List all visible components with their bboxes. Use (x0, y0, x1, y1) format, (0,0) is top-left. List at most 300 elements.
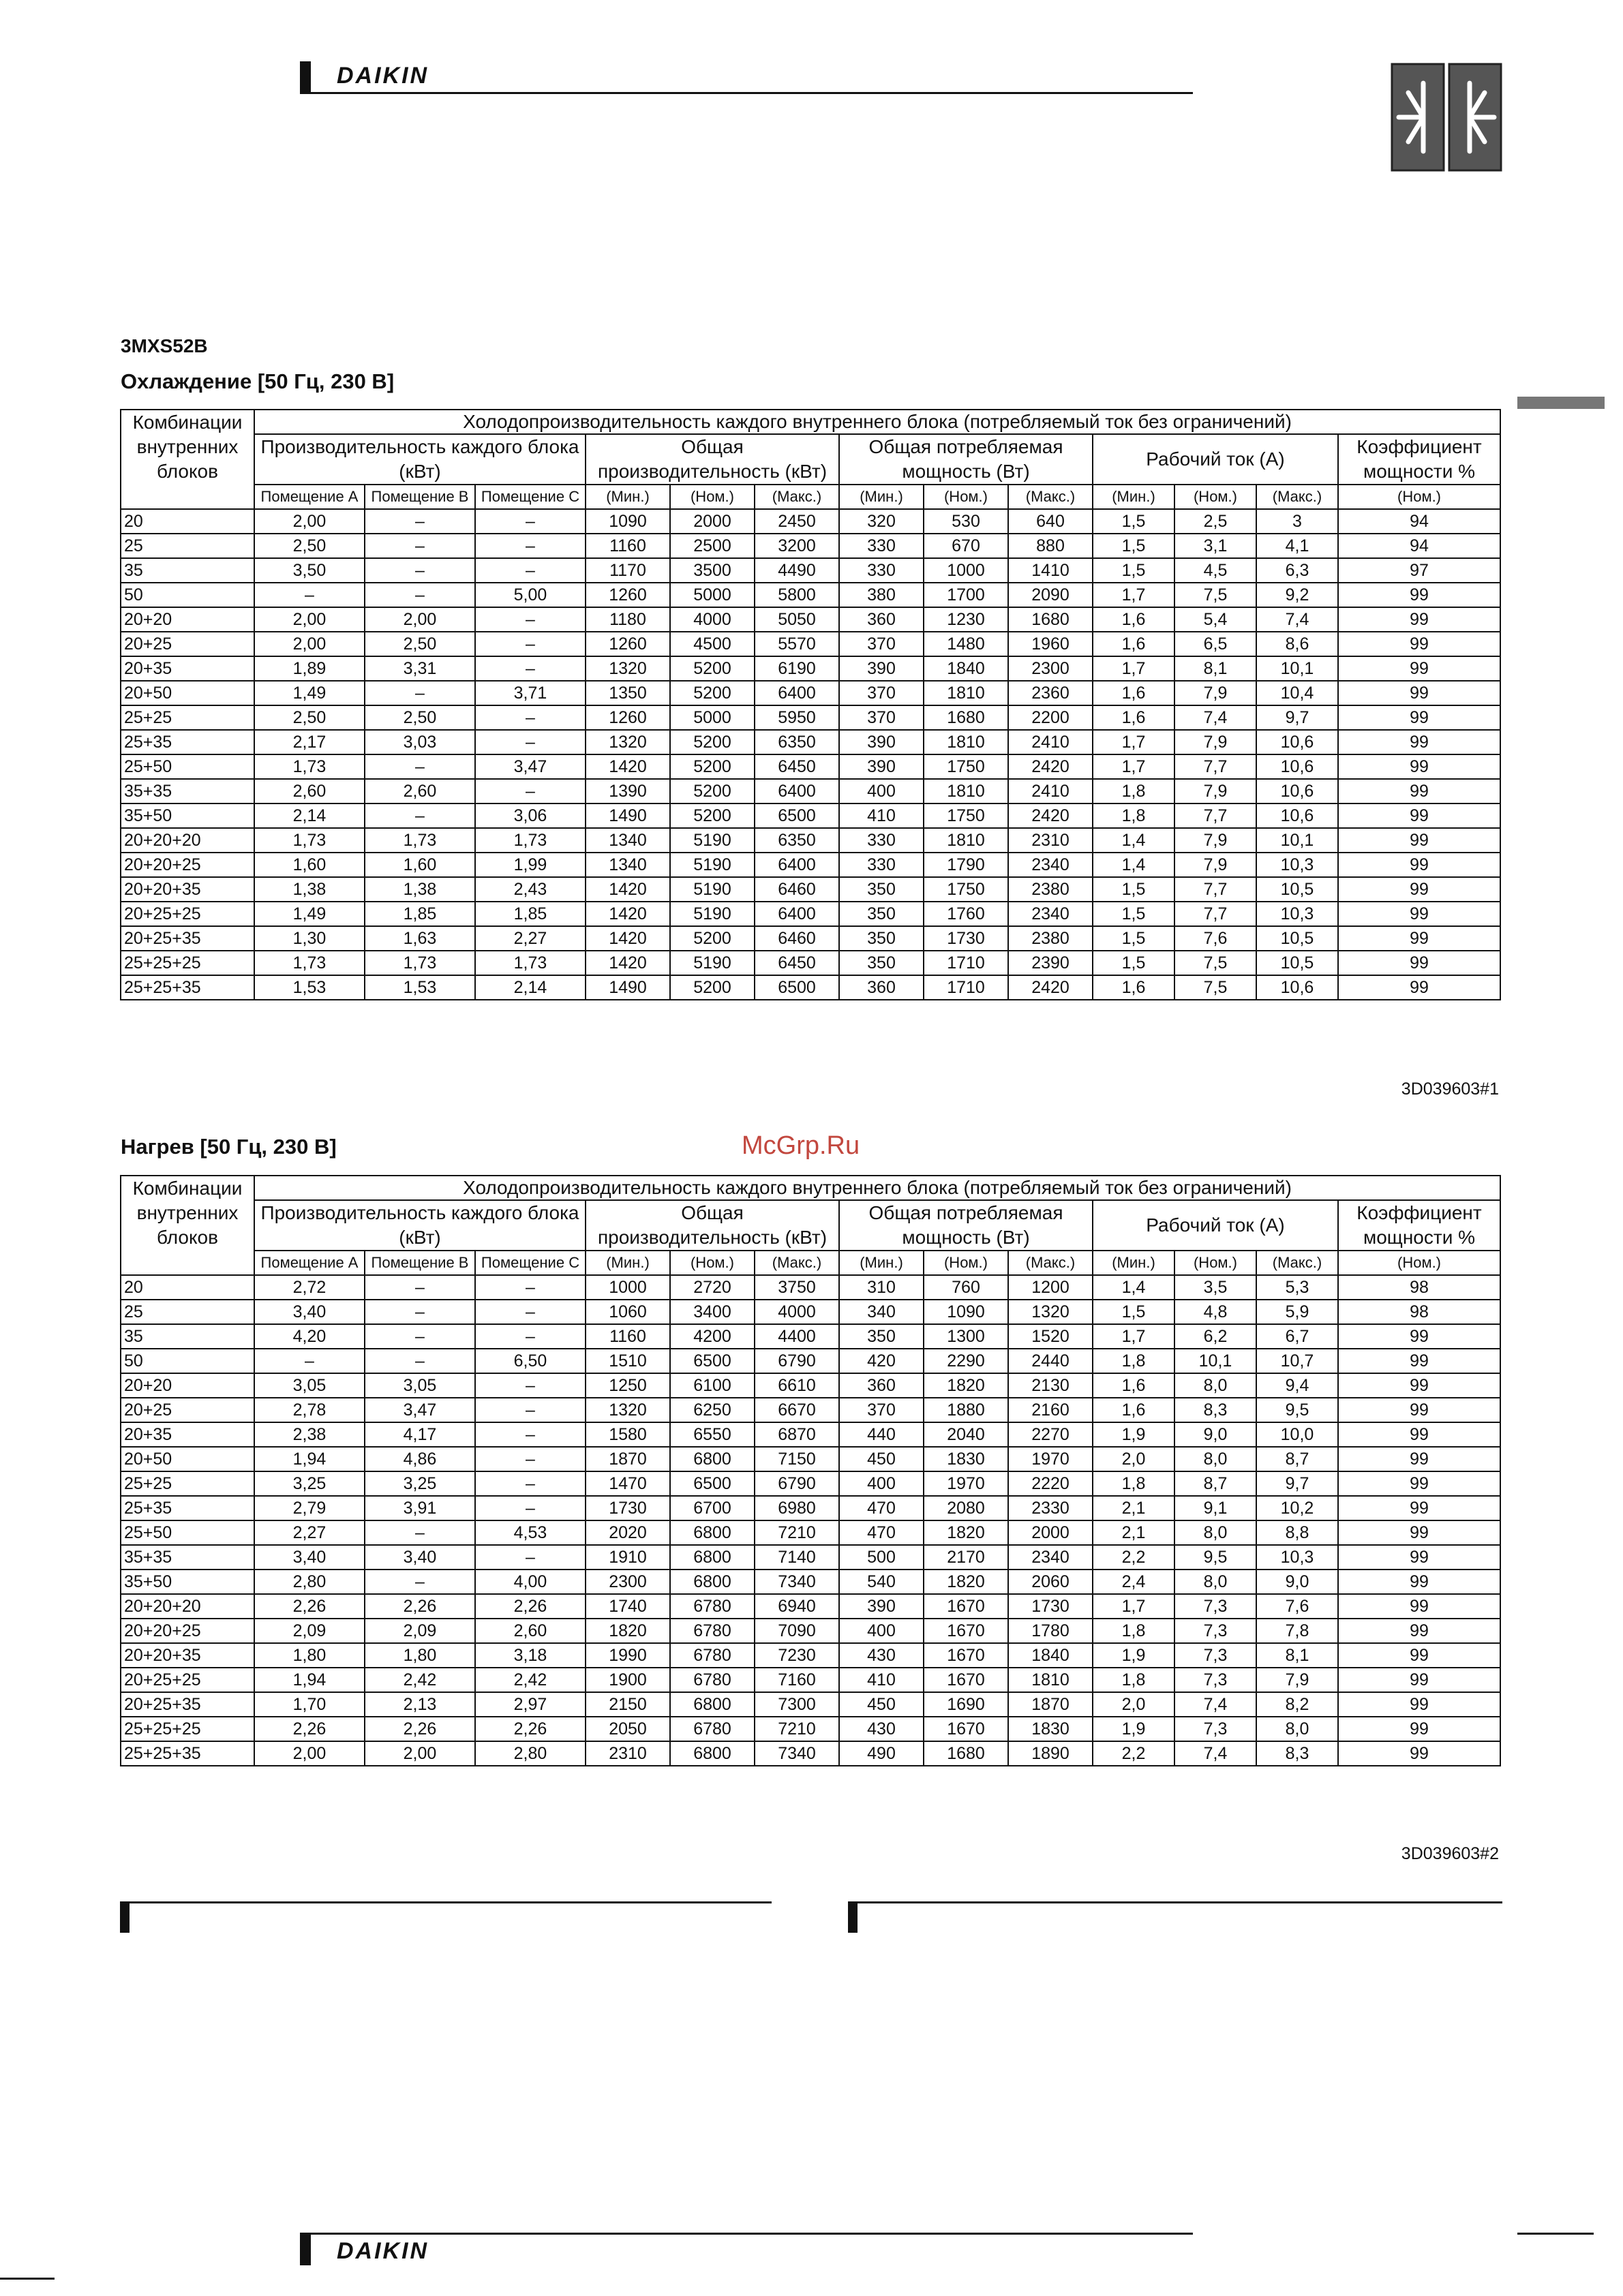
table-cell: 1,73 (254, 754, 365, 779)
table-cell: 8,3 (1174, 1398, 1256, 1422)
table-cell: 6780 (670, 1643, 755, 1668)
table-cell: 1810 (924, 779, 1008, 803)
table-cell: 1670 (924, 1643, 1008, 1668)
table-cell: 7,4 (1174, 705, 1256, 730)
left-section-rule (120, 1901, 772, 1933)
heating-title: Нагрев [50 Гц, 230 В] (121, 1135, 337, 1159)
table-cell: 1390 (586, 779, 670, 803)
table-cell: 25+25+25 (121, 951, 254, 975)
table-row (121, 705, 1500, 730)
col-pow-nom: (Ном.) (924, 485, 1008, 509)
table-cell: 310 (839, 1275, 924, 1300)
table-cell: 7210 (755, 1520, 839, 1545)
table-cell: 9,0 (1174, 1422, 1256, 1447)
table-cell: 9,4 (1256, 1373, 1338, 1398)
table-cell: 4,1 (1256, 534, 1338, 558)
col-cur-min: (Мин.) (1093, 1251, 1174, 1275)
table-cell: 35+35 (121, 779, 254, 803)
table-cell: 1,5 (1093, 509, 1174, 534)
table-cell: 99 (1338, 656, 1500, 681)
table-cell: 1300 (924, 1324, 1008, 1349)
table-cell: 430 (839, 1717, 924, 1741)
table-cell: 3,40 (254, 1545, 365, 1570)
table-cell: 20+20+20 (121, 828, 254, 853)
table-cell: 3,40 (254, 1300, 365, 1324)
table-cell: 50 (121, 583, 254, 607)
table-cell: 1810 (1008, 1668, 1093, 1692)
table-cell: 5200 (670, 926, 755, 951)
table-cell: 1970 (924, 1471, 1008, 1496)
table-cell: – (475, 607, 586, 632)
table-cell: 1,73 (475, 828, 586, 853)
table-cell: 25+25 (121, 705, 254, 730)
table-cell: – (365, 1520, 475, 1545)
col-room-b: Помещение B (365, 1251, 475, 1275)
table-cell: 2220 (1008, 1471, 1093, 1496)
table-cell: 6500 (670, 1349, 755, 1373)
table-row (121, 558, 1500, 583)
table-cell: 540 (839, 1570, 924, 1594)
table-cell: 10,1 (1174, 1349, 1256, 1373)
table-cell: 2,0 (1093, 1447, 1174, 1471)
table-cell: 6350 (755, 828, 839, 853)
table-cell: – (365, 1349, 475, 1373)
table-cell: 1,49 (254, 902, 365, 926)
section-tab-marker (1517, 397, 1605, 409)
table-cell: 25+25 (121, 1471, 254, 1496)
table-cell: 10,6 (1256, 754, 1338, 779)
table-cell: 1690 (924, 1692, 1008, 1717)
table-cell: 7160 (755, 1668, 839, 1692)
table-cell: 1680 (1008, 607, 1093, 632)
table-cell: 2,00 (254, 632, 365, 656)
table-cell: 350 (839, 1324, 924, 1349)
table-cell: 99 (1338, 828, 1500, 853)
table-cell: 99 (1338, 1619, 1500, 1643)
table-cell: 6670 (755, 1398, 839, 1422)
table-cell: – (365, 1275, 475, 1300)
table-cell: 1,53 (254, 975, 365, 1000)
table-cell: 1320 (1008, 1300, 1093, 1324)
table-cell: 1580 (586, 1422, 670, 1447)
table-cell: 10,5 (1256, 926, 1338, 951)
col-group-power-factor: Коэффициент мощности % (1338, 434, 1500, 485)
col-combo: Комбинации внутренних блоков (121, 1176, 254, 1275)
table-cell: – (475, 656, 586, 681)
table-cell: 330 (839, 558, 924, 583)
table-cell: 6,2 (1174, 1324, 1256, 1349)
table-cell: – (475, 509, 586, 534)
table-row (121, 1275, 1500, 1300)
table-cell: 20+35 (121, 656, 254, 681)
table-cell: 10,5 (1256, 877, 1338, 902)
table-cell: 1,94 (254, 1668, 365, 1692)
table-cell: 4000 (670, 607, 755, 632)
table-cell: 2380 (1008, 877, 1093, 902)
table-cell: 3,5 (1174, 1275, 1256, 1300)
table-cell: 3750 (755, 1275, 839, 1300)
col-cur-min: (Мин.) (1093, 485, 1174, 509)
table-cell: 3,03 (365, 730, 475, 754)
brand-logo: DAIKIN (337, 63, 429, 89)
table-cell: 2080 (924, 1496, 1008, 1520)
table-cell: 2390 (1008, 951, 1093, 975)
table-cell: 1,7 (1093, 754, 1174, 779)
table-cell: 35 (121, 558, 254, 583)
table-cell: 4,53 (475, 1520, 586, 1545)
table-cell: 8,0 (1174, 1570, 1256, 1594)
heating-table-body (121, 1275, 1500, 1766)
col-pow-min: (Мин.) (839, 1251, 924, 1275)
table-row (121, 730, 1500, 754)
table-cell: 1840 (924, 656, 1008, 681)
table-cell: 3 (1256, 509, 1338, 534)
table-row (121, 1300, 1500, 1324)
table-cell: 2300 (586, 1570, 670, 1594)
table-cell: 1780 (1008, 1619, 1093, 1643)
table-cell: 5050 (755, 607, 839, 632)
table-cell: 2380 (1008, 926, 1093, 951)
table-cell: – (475, 1471, 586, 1496)
table-cell: 1970 (1008, 1447, 1093, 1471)
table-cell: 20+20+25 (121, 853, 254, 877)
table-cell: 8,7 (1256, 1447, 1338, 1471)
table-cell: 10,3 (1256, 1545, 1338, 1570)
table-cell: 5800 (755, 583, 839, 607)
table-cell: 2,60 (365, 779, 475, 803)
table-cell: 7340 (755, 1570, 839, 1594)
col-room-a: Помещение A (254, 1251, 365, 1275)
table-cell: 1,7 (1093, 656, 1174, 681)
table-cell: 99 (1338, 902, 1500, 926)
table-cell: 5000 (670, 583, 755, 607)
table-row (121, 509, 1500, 534)
table-cell: 2,43 (475, 877, 586, 902)
col-room-c: Помещение C (475, 1251, 586, 1275)
table-cell: 1000 (586, 1275, 670, 1300)
table-cell: 2060 (1008, 1570, 1093, 1594)
table-cell: – (475, 1373, 586, 1398)
table-cell: 4500 (670, 632, 755, 656)
table-cell: 2,38 (254, 1422, 365, 1447)
table-row (121, 754, 1500, 779)
table-cell: 35+35 (121, 1545, 254, 1570)
table-cell: 6500 (670, 1471, 755, 1496)
table-row (121, 1471, 1500, 1496)
table-cell: 20+20 (121, 607, 254, 632)
table-cell: 1,73 (365, 951, 475, 975)
table-cell: 450 (839, 1447, 924, 1471)
table-cell: 2500 (670, 534, 755, 558)
table-cell: 1090 (586, 509, 670, 534)
table-cell: 1,89 (254, 656, 365, 681)
table-cell: 5,3 (1256, 1275, 1338, 1300)
table-cell: 94 (1338, 534, 1500, 558)
table-cell: 390 (839, 730, 924, 754)
table-cell: 99 (1338, 975, 1500, 1000)
table-cell: – (475, 779, 586, 803)
table-cell: 400 (839, 1619, 924, 1643)
table-cell: 1340 (586, 828, 670, 853)
table-cell: 7,3 (1174, 1643, 1256, 1668)
table-cell: 1170 (586, 558, 670, 583)
table-cell: 99 (1338, 951, 1500, 975)
table-cell: 1810 (924, 828, 1008, 853)
table-row (121, 1398, 1500, 1422)
table-cell: 2,72 (254, 1275, 365, 1300)
table-cell: 20+50 (121, 1447, 254, 1471)
table-cell: 1810 (924, 681, 1008, 705)
table-cell: 2,26 (254, 1717, 365, 1741)
table-cell: 10,5 (1256, 951, 1338, 975)
table-cell: 7,3 (1174, 1619, 1256, 1643)
table-cell: 1,8 (1093, 1619, 1174, 1643)
table-cell: 99 (1338, 681, 1500, 705)
table-cell: 9,2 (1256, 583, 1338, 607)
table-cell: – (475, 730, 586, 754)
table-cell: 1,8 (1093, 1471, 1174, 1496)
table-cell: 3,06 (475, 803, 586, 828)
table-cell: 6780 (670, 1594, 755, 1619)
table-cell: 1,8 (1093, 1668, 1174, 1692)
table-cell: 3,71 (475, 681, 586, 705)
table-cell: 1870 (586, 1447, 670, 1471)
table-cell: 1,6 (1093, 607, 1174, 632)
table-cell: 6,7 (1256, 1324, 1338, 1349)
table-cell: 7,9 (1174, 730, 1256, 754)
table-cell: 5200 (670, 656, 755, 681)
table-cell: 2,1 (1093, 1496, 1174, 1520)
table-cell: 7,8 (1256, 1619, 1338, 1643)
table-cell: 7,6 (1174, 926, 1256, 951)
table-cell: 7,9 (1174, 828, 1256, 853)
table-cell: 99 (1338, 1422, 1500, 1447)
table-cell: 1840 (1008, 1643, 1093, 1668)
table-cell: 7,3 (1174, 1717, 1256, 1741)
col-group-power-factor: Коэффициент мощности % (1338, 1200, 1500, 1251)
table-cell: 1,6 (1093, 632, 1174, 656)
table-cell: 25+25+35 (121, 1741, 254, 1766)
table-cell: 410 (839, 803, 924, 828)
table-cell: 4200 (670, 1324, 755, 1349)
page-footer (300, 2233, 1193, 2265)
table-cell: 2,50 (254, 534, 365, 558)
table-cell: 470 (839, 1520, 924, 1545)
table-cell: 320 (839, 509, 924, 534)
table-cell: 1180 (586, 607, 670, 632)
table-cell: 99 (1338, 1496, 1500, 1520)
table-cell: 10,3 (1256, 853, 1338, 877)
table-cell: 5950 (755, 705, 839, 730)
table-cell: 99 (1338, 853, 1500, 877)
table-cell: 5200 (670, 975, 755, 1000)
table-cell: 99 (1338, 632, 1500, 656)
table-cell: 2410 (1008, 730, 1093, 754)
table-cell: – (365, 803, 475, 828)
table-cell: 1750 (924, 803, 1008, 828)
table-row (121, 902, 1500, 926)
table-cell: – (475, 632, 586, 656)
table-cell: 7,4 (1174, 1692, 1256, 1717)
table-cell: 3,50 (254, 558, 365, 583)
table-cell: 380 (839, 583, 924, 607)
table-cell: 1350 (586, 681, 670, 705)
table-cell: 6800 (670, 1520, 755, 1545)
table-cell: 2,09 (365, 1619, 475, 1643)
table-cell: 5,00 (475, 583, 586, 607)
table-cell: 1,94 (254, 1447, 365, 1471)
table-cell: 1420 (586, 902, 670, 926)
table-cell: 9,5 (1256, 1398, 1338, 1422)
col-cap-min: (Мин.) (586, 1251, 670, 1275)
table-cell: 20+25+35 (121, 926, 254, 951)
table-cell: 1830 (924, 1447, 1008, 1471)
table-row (121, 1643, 1500, 1668)
table-cell: 5190 (670, 828, 755, 853)
table-cell: 8,6 (1256, 632, 1338, 656)
cooling-title: Охлаждение [50 Гц, 230 В] (121, 369, 395, 393)
table-cell: 4,5 (1174, 558, 1256, 583)
table-cell: 1,5 (1093, 558, 1174, 583)
table-cell: 10,6 (1256, 975, 1338, 1000)
table-cell: 7,4 (1174, 1741, 1256, 1766)
table-cell: 20+25 (121, 632, 254, 656)
table-cell: 330 (839, 828, 924, 853)
table-cell: 10,4 (1256, 681, 1338, 705)
table-cell: 1,63 (365, 926, 475, 951)
table-cell: 1,6 (1093, 681, 1174, 705)
table-cell: 1,8 (1093, 1349, 1174, 1373)
table-cell: 370 (839, 632, 924, 656)
table-cell: 1,53 (365, 975, 475, 1000)
table-cell: 2200 (1008, 705, 1093, 730)
table-cell: 7,9 (1174, 681, 1256, 705)
table-cell: 1260 (586, 583, 670, 607)
table-cell: 7,3 (1174, 1668, 1256, 1692)
table-cell: 3400 (670, 1300, 755, 1324)
table-cell: 35+50 (121, 803, 254, 828)
table-cell: 25+35 (121, 1496, 254, 1520)
table-cell: 7,5 (1174, 583, 1256, 607)
table-cell: 1990 (586, 1643, 670, 1668)
table-cell: 2,26 (365, 1594, 475, 1619)
table-cell: 2720 (670, 1275, 755, 1300)
table-cell: 2420 (1008, 975, 1093, 1000)
col-combo: Комбинации внутренних блоков (121, 410, 254, 509)
table-cell: 99 (1338, 583, 1500, 607)
table-cell: 350 (839, 877, 924, 902)
col-room-a: Помещение A (254, 485, 365, 509)
table-cell: 99 (1338, 1643, 1500, 1668)
col-cur-max: (Макс.) (1256, 485, 1338, 509)
table-cell: 1420 (586, 926, 670, 951)
table-cell: 6800 (670, 1545, 755, 1570)
table-cell: 10,2 (1256, 1496, 1338, 1520)
table-cell: – (365, 1300, 475, 1324)
table-cell: 1890 (1008, 1741, 1093, 1766)
table-cell: 1750 (924, 754, 1008, 779)
table-cell: 2,78 (254, 1398, 365, 1422)
table-cell: 640 (1008, 509, 1093, 534)
table-cell: 2,26 (365, 1717, 475, 1741)
table-cell: 8,7 (1174, 1471, 1256, 1496)
table-row (121, 656, 1500, 681)
heating-drawing-code: 3D039603#2 (1401, 1844, 1499, 1863)
table-cell: 8,2 (1256, 1692, 1338, 1717)
table-cell: 4,20 (254, 1324, 365, 1349)
col-pow-min: (Мин.) (839, 485, 924, 509)
table-cell: – (254, 583, 365, 607)
table-cell: 97 (1338, 558, 1500, 583)
table-cell: 7,5 (1174, 951, 1256, 975)
table-cell: 1680 (924, 705, 1008, 730)
table-cell: 6500 (755, 975, 839, 1000)
table-cell: 1,80 (254, 1643, 365, 1668)
table-cell: 7,7 (1174, 803, 1256, 828)
table-cell: 1,4 (1093, 1275, 1174, 1300)
table-cell: 3,05 (254, 1373, 365, 1398)
table-cell: 2270 (1008, 1422, 1093, 1447)
table-cell: 2300 (1008, 656, 1093, 681)
table-cell: 2,2 (1093, 1545, 1174, 1570)
table-cell: 2,60 (254, 779, 365, 803)
table-cell: 2440 (1008, 1349, 1093, 1373)
table-row (121, 1422, 1500, 1447)
table-cell: 6250 (670, 1398, 755, 1422)
table-cell: 7,7 (1174, 754, 1256, 779)
col-group-running-current: Рабочий ток (A) (1093, 434, 1338, 485)
table-cell: 98 (1338, 1300, 1500, 1324)
table-cell: 2,50 (254, 705, 365, 730)
table-cell: 10,1 (1256, 656, 1338, 681)
table-cell: 10,6 (1256, 779, 1338, 803)
table-cell: 7,9 (1174, 779, 1256, 803)
table-cell: 6,50 (475, 1349, 586, 1373)
table-cell: 99 (1338, 877, 1500, 902)
table-cell: 430 (839, 1643, 924, 1668)
table-cell: 1740 (586, 1594, 670, 1619)
table-cell: 3500 (670, 558, 755, 583)
table-row (121, 1619, 1500, 1643)
table-cell: 3,47 (475, 754, 586, 779)
table-cell: – (475, 705, 586, 730)
table-row (121, 681, 1500, 705)
table-cell: 1230 (924, 607, 1008, 632)
table-cell: 6790 (755, 1349, 839, 1373)
col-group-running-current: Рабочий ток (A) (1093, 1200, 1338, 1251)
table-cell: 340 (839, 1300, 924, 1324)
table-cell: 2,60 (475, 1619, 586, 1643)
col-group-total-capacity: Общая производительность (кВт) (586, 1200, 839, 1251)
table-cell: 10,6 (1256, 730, 1338, 754)
table-cell: 1,5 (1093, 926, 1174, 951)
table-cell: 390 (839, 656, 924, 681)
table-cell: 2,17 (254, 730, 365, 754)
table-cell: 880 (1008, 534, 1093, 558)
table-cell: 1,49 (254, 681, 365, 705)
table-cell: 2,27 (475, 926, 586, 951)
table-cell: 1790 (924, 853, 1008, 877)
table-cell: 1,85 (365, 902, 475, 926)
table-cell: 99 (1338, 1570, 1500, 1594)
table-cell: 3,05 (365, 1373, 475, 1398)
table-cell: 1820 (586, 1619, 670, 1643)
table-cell: 1,4 (1093, 828, 1174, 853)
table-cell: 1340 (586, 853, 670, 877)
table-cell: 1900 (586, 1668, 670, 1692)
table-cell: 1730 (1008, 1594, 1093, 1619)
table-cell: 6800 (670, 1692, 755, 1717)
